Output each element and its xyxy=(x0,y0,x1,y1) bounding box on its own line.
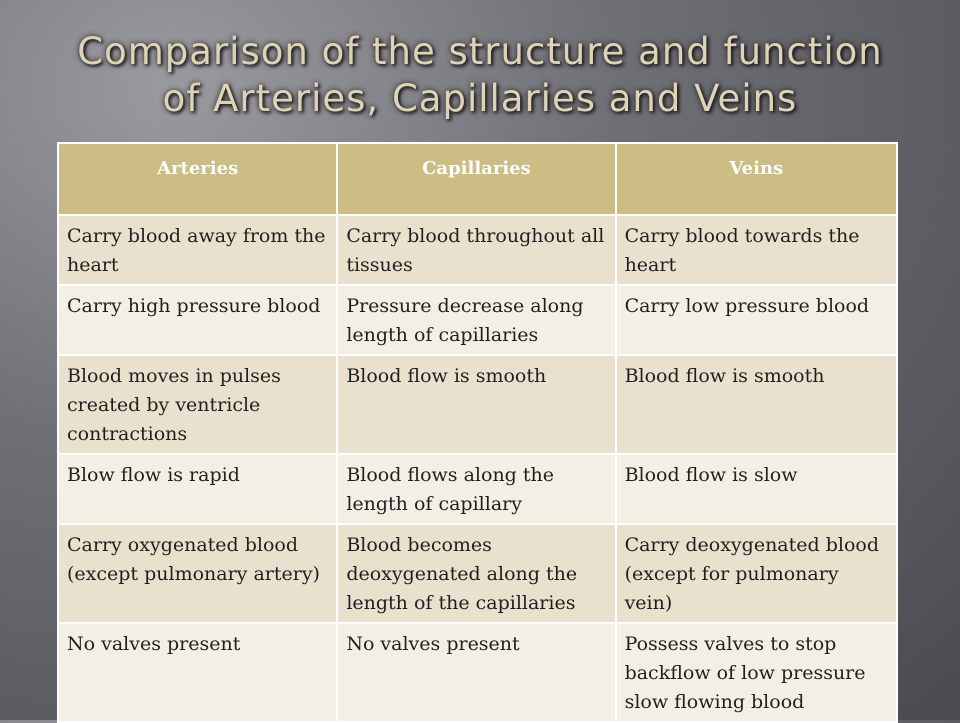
table-cell: Blood flow is smooth xyxy=(616,355,897,454)
table-cell: Blood becomes deoxygenated along the length of the capillaries xyxy=(337,524,615,623)
table-cell: Blood flow is slow xyxy=(616,454,897,524)
header-capillaries: Capillaries xyxy=(337,143,615,215)
slide-title xyxy=(40,28,920,122)
table-header-row xyxy=(58,143,897,215)
table-cell: Blow flow is rapid xyxy=(58,454,337,524)
table-row xyxy=(58,285,897,355)
table-cell: Carry low pressure blood xyxy=(616,285,897,355)
table-cell: Carry blood towards the heart xyxy=(616,215,897,285)
table-row xyxy=(58,355,897,454)
header-veins: Veins xyxy=(616,143,897,215)
title-line-2: of Arteries, Capillaries and Veins xyxy=(162,77,798,120)
table-cell: Pressure decrease along length of capillaries xyxy=(337,285,615,355)
table-row xyxy=(58,215,897,285)
table-cell: Carry high pressure blood xyxy=(58,285,337,355)
table-cell: Blood moves in pulses created by ventricle contractions xyxy=(58,355,337,454)
table-row xyxy=(58,524,897,623)
table-cell: Carry blood throughout all tissues xyxy=(337,215,615,285)
table-cell: Possess valves to stop backflow of low pressure slow flowing blood xyxy=(616,623,897,722)
table-cell: No valves present xyxy=(337,623,615,722)
table-cell: Carry blood away from the heart xyxy=(58,215,337,285)
table-cell: No valves present xyxy=(58,623,337,722)
table-row xyxy=(58,623,897,722)
table-cell: Carry deoxygenated blood (except for pulmonary vein) xyxy=(616,524,897,623)
table-cell: Blood flow is smooth xyxy=(337,355,615,454)
table-cell: Carry oxygenated blood (except pulmonary artery) xyxy=(58,524,337,623)
header-arteries: Arteries xyxy=(58,143,337,215)
table-row xyxy=(58,454,897,524)
table-cell: Blood flows along the length of capillary xyxy=(337,454,615,524)
title-line-1: Comparison of the structure and function xyxy=(77,30,883,73)
comparison-table xyxy=(57,142,898,723)
